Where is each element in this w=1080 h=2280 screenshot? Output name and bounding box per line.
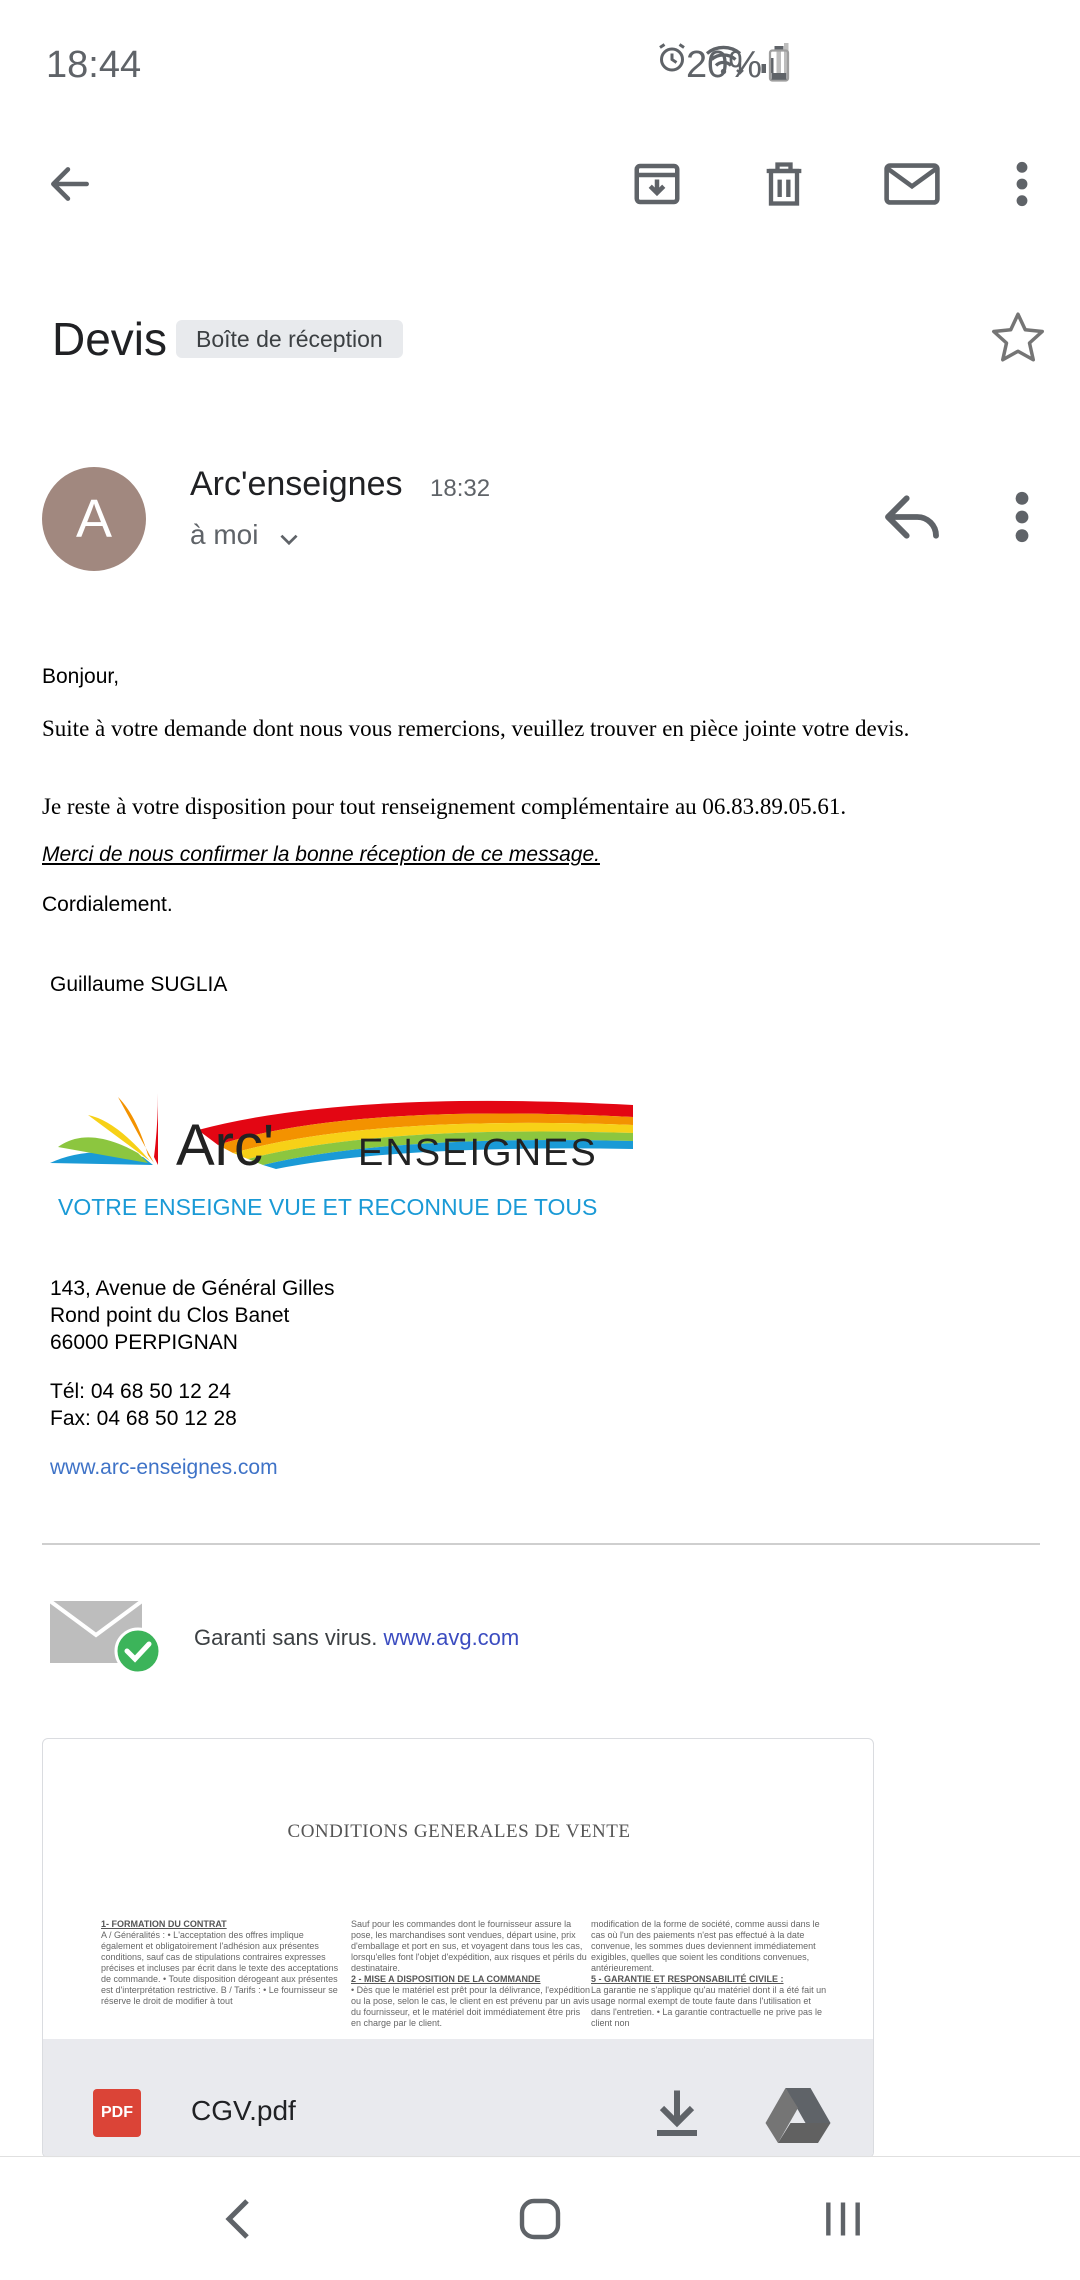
- nav-recents-icon: [821, 2197, 865, 2241]
- logo-graphic: [48, 1085, 638, 1225]
- signature-name: Guillaume SUGLIA: [50, 973, 228, 996]
- back-button[interactable]: [38, 152, 102, 216]
- star-icon[interactable]: [988, 308, 1048, 368]
- company-address: [50, 1275, 334, 1481]
- inbox-label-chip[interactable]: Boîte de réception: [176, 320, 403, 358]
- delete-button[interactable]: [752, 152, 816, 216]
- nav-recents-button[interactable]: [808, 2187, 878, 2251]
- attachment-preview-title: CONDITIONS GENERALES DE VENTE: [287, 1821, 631, 1842]
- mail-icon: [882, 158, 942, 210]
- sender-name[interactable]: Arc'enseignes: [190, 465, 403, 503]
- reply-icon[interactable]: [880, 485, 944, 549]
- sender-more-icon[interactable]: [1000, 485, 1044, 549]
- company-logo: [48, 1085, 638, 1225]
- preview-text-3: modification de la forme de société, comme aussi dans le cas où l'un des paiements n'est pas effectué à la date convenue, les sommes dues deviennent immédiatement exigibles, quelles que soient les conditions convenues, antérieurement.: [591, 1919, 820, 1973]
- address-line-1: 143, Avenue de Général Gilles: [50, 1277, 335, 1300]
- more-vert-icon: [1014, 159, 1030, 209]
- address-line-2: Rond point du Clos Banet: [50, 1304, 290, 1327]
- logo-tagline: VOTRE ENSEIGNE VUE ET RECONNUE DE TOUS: [58, 1194, 598, 1220]
- antivirus-label: Garanti sans virus.: [194, 1625, 378, 1650]
- back-arrow-icon: [45, 159, 95, 209]
- more-options-button[interactable]: [990, 152, 1054, 216]
- preview-heading-2: 2 - MISE A DISPOSITION DE LA COMMANDE: [351, 1974, 541, 1984]
- mark-unread-button[interactable]: [880, 152, 944, 216]
- preview-heading-3: 5 - GARANTIE ET RESPONSABILITÉ CIVILE :: [591, 1974, 784, 1984]
- pdf-icon: PDF: [93, 2089, 141, 2137]
- website-link[interactable]: www.arc-enseignes.com: [50, 1456, 278, 1479]
- archive-button[interactable]: [625, 152, 689, 216]
- email-time: 18:32: [430, 475, 491, 502]
- preview-column-2: [351, 1919, 591, 2029]
- nav-back-button[interactable]: [204, 2187, 274, 2251]
- preview-text-2: Sauf pour les commandes dont le fournisseur assure la pose, les marchandises sont vendues, départ usine, prix d'emballage et port en sus, et voyagent dans tous les cas, lorsqu'elles font l'objet d'expédition, aux risques et périls du destinataire.: [351, 1919, 587, 1973]
- attachment-card[interactable]: [42, 1738, 874, 2158]
- antivirus-text: [194, 1625, 519, 1651]
- preview-column-1: [101, 1919, 341, 2007]
- nav-home-icon: [516, 2195, 564, 2243]
- recipient-text: à moi: [190, 519, 259, 550]
- fax-number: Fax: 04 68 50 12 28: [50, 1407, 237, 1430]
- preview-text-3b: La garantie ne s'applique qu'au matériel dont il a été fait un usage normal exempt de toute faute dans l'utilisation et dans l'entretien. • La garantie contractuelle ne prive pas le client non: [591, 1985, 827, 2028]
- toolbar: [0, 132, 1080, 232]
- logo-enseignes-text: ENSEIGNES: [358, 1132, 598, 1174]
- recipient-details[interactable]: [190, 517, 302, 553]
- download-icon[interactable]: [647, 2083, 707, 2143]
- attachment-bar: [43, 2039, 874, 2158]
- system-nav-bar: [0, 2156, 1080, 2280]
- antivirus-notice: [48, 1595, 948, 1685]
- battery-percent: 20%: [686, 44, 763, 86]
- address-line-3: 66000 PERPIGNAN: [50, 1331, 238, 1354]
- status-bar: [0, 0, 1080, 132]
- preview-heading-1: 1- FORMATION DU CONTRAT: [101, 1919, 227, 1929]
- sender-row: [0, 455, 1080, 585]
- body-paragraph-2: Je reste à votre disposition pour tout renseignement complémentaire au 06.83.89.05.61.: [42, 794, 847, 819]
- google-drive-icon[interactable]: [763, 2083, 833, 2143]
- phone-number[interactable]: Tél: 04 68 50 12 24: [50, 1380, 231, 1403]
- preview-text-2b: • Dès que le matériel est prêt pour la délivrance, l'expédition ou la pose, selon le cas, le client en est prévenu par un avis du fournisseur, et le matériel doit immédiatement être pris en charge par le client.: [351, 1985, 590, 2028]
- trash-icon: [758, 157, 810, 211]
- attachment-file-name[interactable]: CGV.pdf: [191, 2095, 296, 2126]
- divider: [42, 1543, 1040, 1545]
- alarm-icon: [654, 40, 690, 76]
- email-subject: Devis: [52, 313, 168, 365]
- avatar[interactable]: A: [42, 467, 146, 571]
- logo-arc-text: Arc': [176, 1113, 275, 1178]
- archive-icon: [630, 157, 684, 211]
- subject-row: [0, 300, 1080, 380]
- avg-link[interactable]: www.avg.com: [383, 1625, 520, 1650]
- preview-column-3: [591, 1919, 831, 2029]
- chevron-down-icon: [276, 527, 302, 553]
- status-time: 18:44: [46, 44, 142, 86]
- nav-home-button[interactable]: [505, 2187, 575, 2251]
- closing: Cordialement.: [42, 893, 173, 916]
- battery-icon: [768, 46, 790, 82]
- body-paragraph-3: Merci de nous confirmer la bonne réception de ce message.: [42, 843, 600, 866]
- nav-back-icon: [219, 2195, 259, 2243]
- body-paragraph-1: Suite à votre demande dont nous vous remercions, veuillez trouver en pièce jointe votre devis.: [42, 716, 910, 741]
- preview-text-1: A / Généralités : • L'acceptation des offres implique également et obligatoirement l'adhésion aux présentes conditions, sauf cas de stipulations contraires expresses précises et incluses par écrit dans le texte des acceptations de commande. • Toute disposition dérogeant aux présentes est d'interprétation restrictive. B / Tarifs : • Le fournisseur se réserve le droit de modifier à tout: [101, 1930, 339, 2006]
- greeting: Bonjour,: [42, 665, 120, 688]
- avg-mail-check-icon[interactable]: [48, 1595, 162, 1675]
